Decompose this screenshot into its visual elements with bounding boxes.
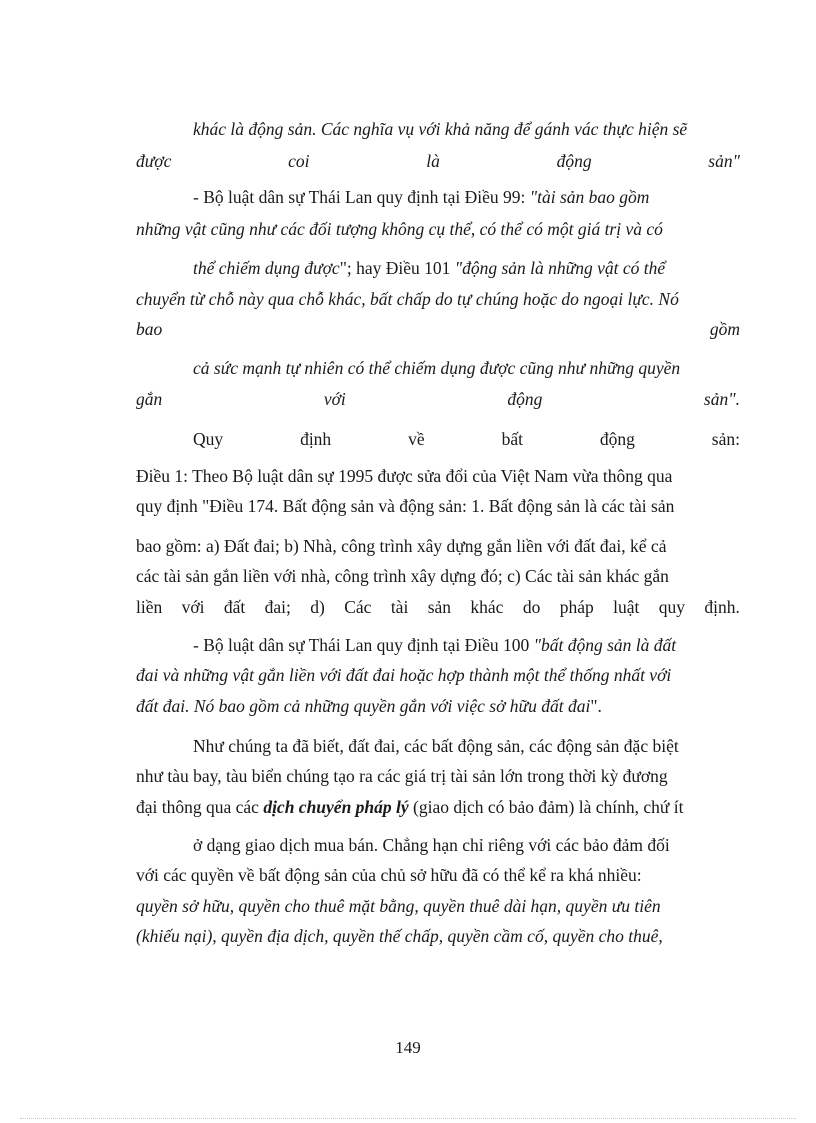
word: coi [288, 151, 310, 171]
word: khác [470, 597, 504, 617]
text-line: ở dạng giao dịch mua bán. Chẳng hạn chỉ riêng với các bảo đảm đối [193, 835, 670, 855]
text-line [193, 634, 740, 656]
text-line: quyền sở hữu, quyền cho thuê mặt bằng, quyền thuê dài hạn, quyền ưu tiên [136, 896, 661, 916]
word: với [181, 597, 205, 617]
word: sản" [708, 151, 740, 171]
quote-span: đất đai. Nó bao gồm cả những quyền gắn với việc sở hữu đất đai [136, 696, 591, 716]
quote-span: "bất động sản là đất [533, 635, 677, 655]
word: sản: [711, 429, 740, 449]
text-line: các tài sản gắn liền với nhà, công trình xây dựng đó; c) Các tài sản khác gắn [136, 566, 669, 586]
emphasis-span: dịch chuyển pháp lý [263, 797, 409, 817]
text-span: đại thông qua các [136, 797, 264, 817]
word: định [300, 429, 332, 449]
word: được [136, 151, 172, 171]
text-line [193, 257, 740, 279]
text-line [136, 288, 740, 310]
text-line: Như chúng ta đã biết, đất đai, các bất động sản, các động sản đặc biệt [193, 736, 679, 756]
text-line [136, 596, 740, 618]
text-line: (khiếu nại), quyền địa dịch, quyền thế chấp, quyền cầm cố, quyền cho thuê, [136, 926, 663, 946]
text-line [193, 186, 740, 208]
page-bottom-divider [20, 1118, 796, 1119]
word: sản [427, 597, 452, 617]
text-span: "; hay Điều 101 [339, 258, 455, 278]
text-line: cả sức mạnh tự nhiên có thể chiếm dụng được cũng như những quyền [193, 358, 681, 378]
text-line [193, 428, 740, 450]
word: tài [390, 597, 409, 617]
quote-span: "động sản là những vật có thể [454, 258, 666, 278]
quote-span: "tài sản bao gồm [529, 187, 650, 207]
word: gắn [136, 389, 163, 409]
word: d) [310, 597, 325, 617]
text-span: - Bộ luật dân sự Thái Lan quy định tại Điều 100 [193, 635, 534, 655]
word: động [556, 151, 592, 171]
word: liền [136, 597, 163, 617]
word: bao [136, 319, 163, 339]
text-span: ". [590, 696, 602, 716]
word: luật [613, 597, 640, 617]
text-line [136, 695, 740, 717]
word: đai; [264, 597, 291, 617]
text-line: những vật cũng như các đối tượng không cụ thể, có thể có một giá trị và có [136, 219, 663, 239]
text-line: với các quyền về bất động sản của chủ sở hữu đã có thể kể ra khá nhiều: [136, 865, 642, 885]
word: về [408, 429, 425, 449]
word: Quy [193, 429, 224, 449]
text-line: khác là động sản. Các nghĩa vụ với khả năng để gánh vác thực hiện sẽ [193, 119, 688, 139]
word: Các [344, 597, 372, 617]
word: là [426, 151, 440, 171]
word: động [599, 429, 635, 449]
text-line: quy định "Điều 174. Bất động sản và động sản: 1. Bất động sản là các tài sản [136, 496, 675, 516]
text-line: Điều 1: Theo Bộ luật dân sự 1995 được sửa đổi của Việt Nam vừa thông qua [136, 466, 673, 486]
text-line: như tàu bay, tàu biển chúng tạo ra các giá trị tài sản lớn trong thời kỳ đương [136, 766, 668, 786]
quote-span: chuyển từ chỗ này qua chỗ khác, bất chấp do tự chúng hoặc do ngoại lực [136, 289, 650, 309]
text-span: - Bộ luật dân sự Thái Lan quy định tại Điều 99: [193, 187, 530, 207]
word: quy [658, 597, 685, 617]
word: pháp [559, 597, 594, 617]
text-line [136, 796, 740, 818]
word: đất [223, 597, 246, 617]
text-span: (giao dịch có bảo đảm) là chính, chứ ít [408, 797, 684, 817]
text-line [136, 150, 740, 172]
text-line [136, 388, 740, 410]
quote-span: thể chiếm dụng được [193, 258, 340, 278]
text-line: đai và những vật gắn liền với đất đai hoặc hợp thành một thể thống nhất với [136, 665, 672, 685]
word: bất [501, 429, 523, 449]
text-line: bao gồm: a) Đất đai; b) Nhà, công trình xây dựng gắn liền với đất đai, kể cả [136, 536, 667, 556]
quote-span: . Nó [649, 289, 679, 309]
word: gồm [709, 319, 740, 339]
text-line [136, 318, 740, 340]
page-number: 149 [395, 1038, 421, 1057]
word: định. [704, 597, 740, 617]
word: động [507, 389, 543, 409]
word: sản". [703, 389, 740, 409]
word: với [323, 389, 346, 409]
word: do [522, 597, 541, 617]
